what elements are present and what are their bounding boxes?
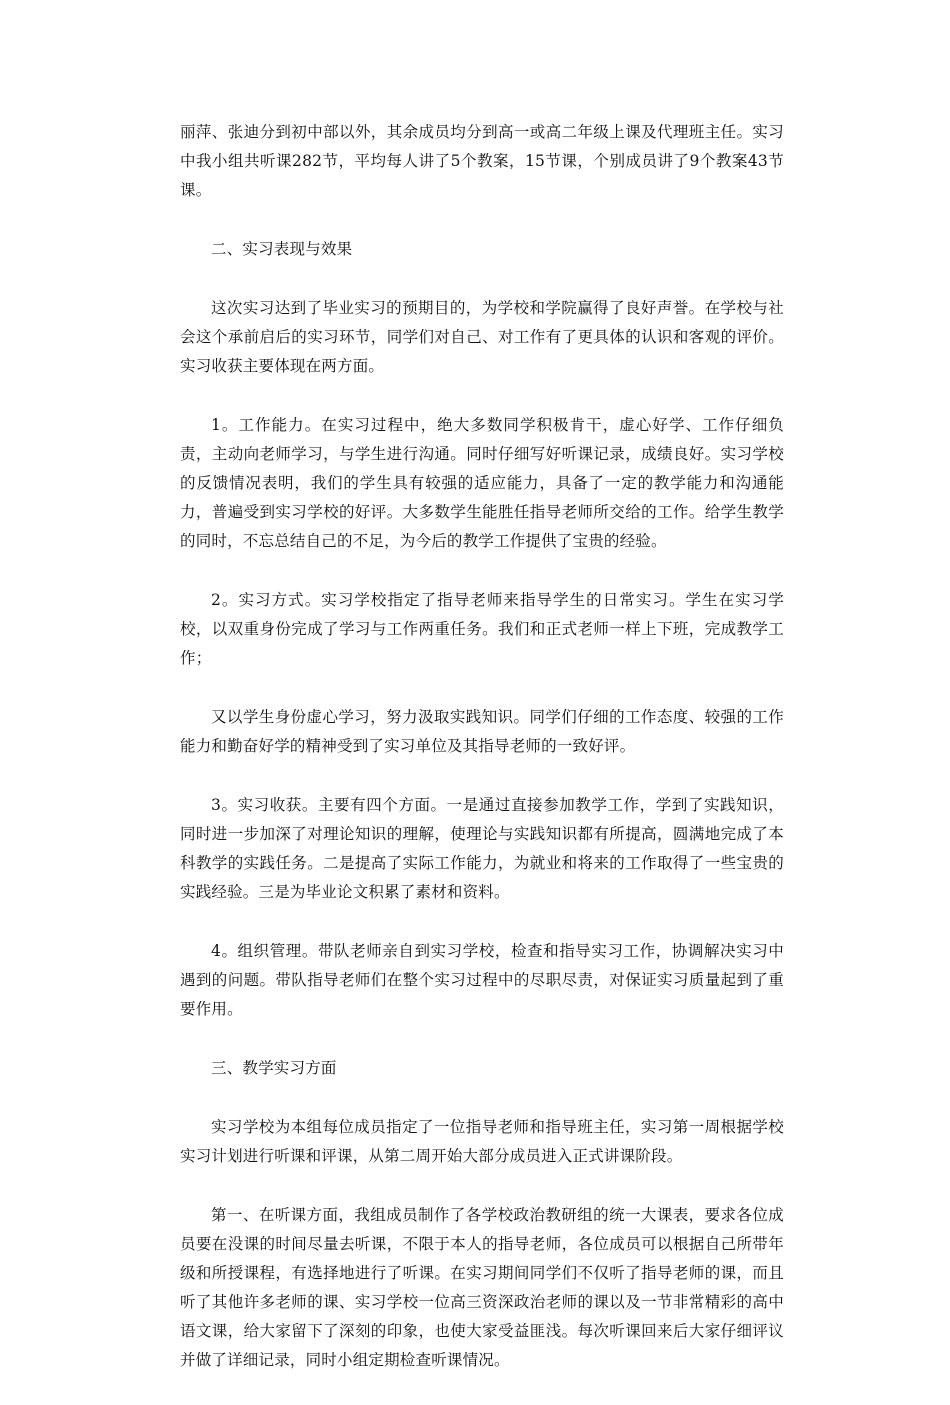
paragraph-internship-method: 2。实习方式。实习学校指定了指导老师来指导学生的日常实习。学生在实习学校，以双重身份完成了学习与工作两重任务。我们和正式老师一样上下班，完成教学工作； (180, 591, 784, 667)
paragraph-student-identity: 又以学生身份虚心学习，努力汲取实践知识。同学们仔细的工作态度、较强的工作能力和勤奋好学的精神受到了实习单位及其指导老师的一致好评。 (180, 708, 784, 755)
paragraph-organization: 4。组织管理。带队老师亲自到实习学校，检查和指导实习工作，协调解决实习中遇到的问题。带队指导老师们在整个实习过程中的尽职尽责，对保证实习质量起到了重要作用。 (180, 942, 784, 1018)
paragraph-overview: 这次实习达到了毕业实习的预期目的，为学校和学院赢得了良好声誉。在学校与社会这个承前启后的实习环节，同学们对自己、对工作有了更具体的认识和客观的评价。实习收获主要体现在两方面。 (180, 299, 784, 375)
paragraph-advisors: 实习学校为本组每位成员指定了一位指导老师和指导班主任，实习第一周根据学校实习计划进行听课和评课，从第二周开始大部分成员进入正式讲课阶段。 (180, 1118, 784, 1165)
paragraph-internship-gains: 3。实习收获。主要有四个方面。一是通过直接参加教学工作，学到了实践知识，同时进一步加深了对理论知识的理解，使理论与实践知识都有所提高，圆满地完成了本科教学的实践任务。二是提高了实际工作能力，为就业和将来的工作取得了一些宝贵的实践经验。三是为毕业论文积累了素材和资料。 (180, 796, 784, 901)
section-heading-teaching: 三、教学实习方面 (211, 1059, 337, 1077)
paragraph-lesson-observation: 第一、在听课方面，我组成员制作了各学校政治教研组的统一大课表，要求各位成员要在没课的时间尽量去听课，不限于本人的指导老师，各位成员可以根据自己所带年级和所授课程，有选择地进行了听课。在实习期间同学们不仅听了指导老师的课，而且听了其他许多老师的课、实习学校一位高三资深政治老师的课以及一节非常精彩的高中语文课，给大家留下了深刻的印象，也使大家受益匪浅。每次听课回来后大家仔细评议并做了详细记录，同时小组定期检查听课情况。 (180, 1206, 784, 1369)
section-heading-performance: 二、实习表现与效果 (211, 240, 353, 258)
paragraph-continuation: 丽萍、张迪分到初中部以外，其余成员均分到高一或高二年级上课及代理班主任。实习中我小组共听课282节，平均每人讲了5个教案，15节课，个别成员讲了9个教案43节课。 (180, 123, 784, 199)
paragraph-work-ability: 1。工作能力。在实习过程中，绝大多数同学积极肯干，虚心好学、工作仔细负责，主动向老师学习，与学生进行沟通。同时仔细写好听课记录，成绩良好。实习学校的反馈情况表明，我们的学生具有较强的适应能力，具备了一定的教学能力和沟通能力，普遍受到实习学校的好评。大多数学生能胜任指导老师所交给的工作。给学生教学的同时，不忘总结自己的不足，为今后的教学工作提供了宝贵的经验。 (180, 416, 784, 550)
document-page (180, 118, 784, 1405)
